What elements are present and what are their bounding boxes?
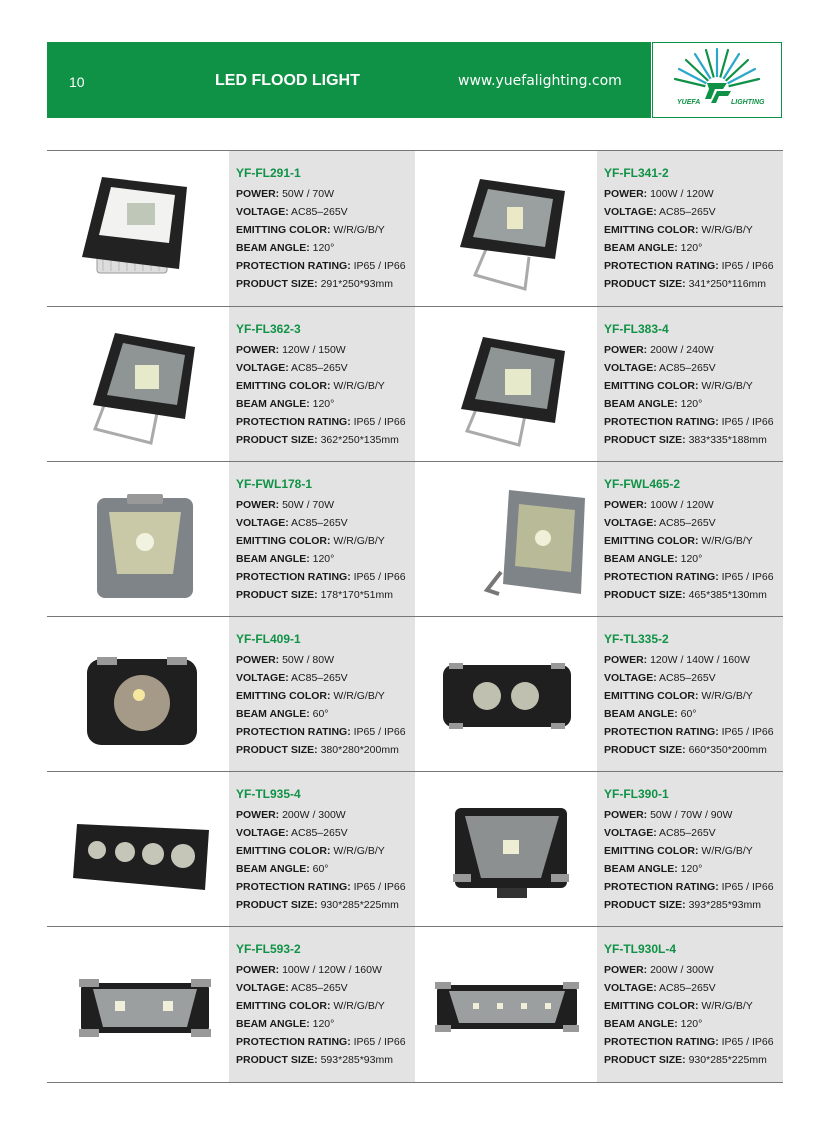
- spec-voltage: VOLTAGE: AC85–265V: [236, 672, 348, 684]
- spec-size: PRODUCT SIZE: 930*285*225mm: [604, 1054, 767, 1066]
- spec-power: POWER: 200W / 240W: [604, 344, 714, 356]
- product-image: [47, 927, 229, 1082]
- spec-beam: BEAM ANGLE: 120°: [236, 1018, 335, 1030]
- product-model: YF-TL935-4: [236, 787, 301, 801]
- spec-voltage: VOLTAGE: AC85–265V: [604, 827, 716, 839]
- product-card: [415, 617, 783, 772]
- spec-voltage: VOLTAGE: AC85–265V: [604, 362, 716, 374]
- spec-beam: BEAM ANGLE: 120°: [604, 553, 703, 565]
- product-card: [47, 927, 415, 1082]
- spec-protection: PROTECTION RATING: IP65 / IP66: [236, 1036, 406, 1048]
- product-row: [47, 771, 783, 927]
- spec-beam: BEAM ANGLE: 120°: [236, 242, 335, 254]
- spec-color: EMITTING COLOR: W/R/G/B/Y: [604, 690, 753, 702]
- spec-power: POWER: 50W / 80W: [236, 654, 335, 666]
- product-model: YF-FL390-1: [604, 787, 669, 801]
- spec-voltage: VOLTAGE: AC85–265V: [236, 517, 348, 529]
- product-row: [47, 150, 783, 306]
- product-image: [47, 772, 229, 927]
- product-card: [415, 927, 783, 1082]
- spec-power: POWER: 120W / 140W / 160W: [604, 654, 750, 666]
- spec-power: POWER: 50W / 70W: [236, 499, 335, 511]
- page-number: 10: [69, 74, 85, 90]
- spec-power: POWER: 200W / 300W: [236, 809, 346, 821]
- spec-beam: BEAM ANGLE: 120°: [604, 1018, 703, 1030]
- product-image: [47, 617, 229, 772]
- product-image: [415, 307, 597, 462]
- spec-voltage: VOLTAGE: AC85–265V: [604, 206, 716, 218]
- product-model: YF-FWL178-1: [236, 477, 313, 491]
- product-card: [415, 772, 783, 927]
- spec-protection: PROTECTION RATING: IP65 / IP66: [236, 260, 406, 272]
- spec-voltage: VOLTAGE: AC85–265V: [604, 672, 716, 684]
- spec-protection: PROTECTION RATING: IP65 / IP66: [604, 881, 774, 893]
- product-card: [415, 151, 783, 306]
- spec-size: PRODUCT SIZE: 930*285*225mm: [236, 899, 399, 911]
- product-spec: [597, 151, 783, 306]
- product-row: [47, 926, 783, 1083]
- product-card: [415, 462, 783, 617]
- spec-size: PRODUCT SIZE: 383*335*188mm: [604, 434, 767, 446]
- product-image: [47, 462, 229, 617]
- spec-protection: PROTECTION RATING: IP65 / IP66: [236, 416, 406, 428]
- spec-protection: PROTECTION RATING: IP65 / IP66: [236, 881, 406, 893]
- spec-color: EMITTING COLOR: W/R/G/B/Y: [236, 845, 385, 857]
- spec-size: PRODUCT SIZE: 593*285*93mm: [236, 1054, 393, 1066]
- product-image: [415, 617, 597, 772]
- product-row: [47, 306, 783, 462]
- spec-color: EMITTING COLOR: W/R/G/B/Y: [604, 845, 753, 857]
- product-model: YF-FL409-1: [236, 632, 301, 646]
- spec-voltage: VOLTAGE: AC85–265V: [236, 982, 348, 994]
- spec-protection: PROTECTION RATING: IP65 / IP66: [236, 571, 406, 583]
- logo-text-left: YUEFA: [677, 99, 701, 106]
- spec-size: PRODUCT SIZE: 465*385*130mm: [604, 589, 767, 601]
- spec-size: PRODUCT SIZE: 393*285*93mm: [604, 899, 761, 911]
- spec-beam: BEAM ANGLE: 60°: [236, 863, 329, 875]
- product-model: YF-FL593-2: [236, 942, 301, 956]
- spec-beam: BEAM ANGLE: 120°: [236, 398, 335, 410]
- product-spec: [229, 462, 415, 617]
- product-model: YF-TL930L-4: [604, 942, 677, 956]
- spec-power: POWER: 50W / 70W: [236, 188, 335, 200]
- spec-voltage: VOLTAGE: AC85–265V: [236, 206, 348, 218]
- spec-power: POWER: 100W / 120W: [604, 499, 714, 511]
- product-card: [47, 307, 415, 462]
- spec-beam: BEAM ANGLE: 60°: [236, 708, 329, 720]
- product-spec: [597, 307, 783, 462]
- spec-color: EMITTING COLOR: W/R/G/B/Y: [236, 535, 385, 547]
- spec-power: POWER: 50W / 70W / 90W: [604, 809, 733, 821]
- spec-color: EMITTING COLOR: W/R/G/B/Y: [236, 380, 385, 392]
- spec-power: POWER: 200W / 300W: [604, 964, 714, 976]
- product-model: YF-FL383-4: [604, 322, 669, 336]
- product-card: [47, 462, 415, 617]
- brand-logo: [652, 42, 782, 118]
- product-model: YF-FWL465-2: [604, 477, 681, 491]
- product-image: [415, 772, 597, 927]
- product-model: YF-TL335-2: [604, 632, 669, 646]
- spec-protection: PROTECTION RATING: IP65 / IP66: [236, 726, 406, 738]
- spec-color: EMITTING COLOR: W/R/G/B/Y: [604, 535, 753, 547]
- product-card: [47, 617, 415, 772]
- product-spec: [597, 927, 783, 1082]
- spec-color: EMITTING COLOR: W/R/G/B/Y: [236, 1000, 385, 1012]
- spec-voltage: VOLTAGE: AC85–265V: [236, 362, 348, 374]
- product-spec: [597, 617, 783, 772]
- spec-size: PRODUCT SIZE: 660*350*200mm: [604, 744, 767, 756]
- product-model: YF-FL362-3: [236, 322, 301, 336]
- product-model: YF-FL341-2: [604, 166, 669, 180]
- product-row: [47, 616, 783, 772]
- spec-color: EMITTING COLOR: W/R/G/B/Y: [236, 224, 385, 236]
- spec-beam: BEAM ANGLE: 120°: [604, 242, 703, 254]
- product-spec: [597, 772, 783, 927]
- spec-power: POWER: 100W / 120W / 160W: [236, 964, 382, 976]
- spec-size: PRODUCT SIZE: 341*250*116mm: [604, 278, 767, 290]
- spec-color: EMITTING COLOR: W/R/G/B/Y: [604, 224, 753, 236]
- product-spec: [229, 772, 415, 927]
- spec-size: PRODUCT SIZE: 380*280*200mm: [236, 744, 399, 756]
- product-spec: [229, 307, 415, 462]
- product-model: YF-FL291-1: [236, 166, 301, 180]
- spec-beam: BEAM ANGLE: 120°: [236, 553, 335, 565]
- product-card: [415, 307, 783, 462]
- spec-power: POWER: 100W / 120W: [604, 188, 714, 200]
- product-spec: [229, 927, 415, 1082]
- product-card: [47, 151, 415, 306]
- product-spec: [597, 462, 783, 617]
- page-header: [47, 42, 651, 118]
- product-row: [47, 461, 783, 617]
- spec-protection: PROTECTION RATING: IP65 / IP66: [604, 260, 774, 272]
- spec-size: PRODUCT SIZE: 362*250*135mm: [236, 434, 399, 446]
- spec-protection: PROTECTION RATING: IP65 / IP66: [604, 1036, 774, 1048]
- spec-voltage: VOLTAGE: AC85–265V: [236, 827, 348, 839]
- product-spec: [229, 617, 415, 772]
- spec-beam: BEAM ANGLE: 60°: [604, 708, 697, 720]
- product-image: [415, 462, 597, 617]
- spec-size: PRODUCT SIZE: 178*170*51mm: [236, 589, 393, 601]
- product-spec: [229, 151, 415, 306]
- spec-color: EMITTING COLOR: W/R/G/B/Y: [604, 1000, 753, 1012]
- product-image: [47, 151, 229, 306]
- spec-beam: BEAM ANGLE: 120°: [604, 863, 703, 875]
- spec-color: EMITTING COLOR: W/R/G/B/Y: [604, 380, 753, 392]
- spec-voltage: VOLTAGE: AC85–265V: [604, 517, 716, 529]
- product-image: [47, 307, 229, 462]
- spec-power: POWER: 120W / 150W: [236, 344, 346, 356]
- logo-text-right: LIGHTING: [731, 99, 765, 106]
- spec-beam: BEAM ANGLE: 120°: [604, 398, 703, 410]
- product-image: [415, 927, 597, 1082]
- spec-protection: PROTECTION RATING: IP65 / IP66: [604, 726, 774, 738]
- product-card: [47, 772, 415, 927]
- website-link[interactable]: www.yuefalighting.com: [458, 73, 622, 89]
- category-title: LED FLOOD LIGHT: [215, 72, 360, 89]
- spec-size: PRODUCT SIZE: 291*250*93mm: [236, 278, 393, 290]
- product-image: [415, 151, 597, 306]
- spec-protection: PROTECTION RATING: IP65 / IP66: [604, 416, 774, 428]
- spec-protection: PROTECTION RATING: IP65 / IP66: [604, 571, 774, 583]
- spec-voltage: VOLTAGE: AC85–265V: [604, 982, 716, 994]
- spec-color: EMITTING COLOR: W/R/G/B/Y: [236, 690, 385, 702]
